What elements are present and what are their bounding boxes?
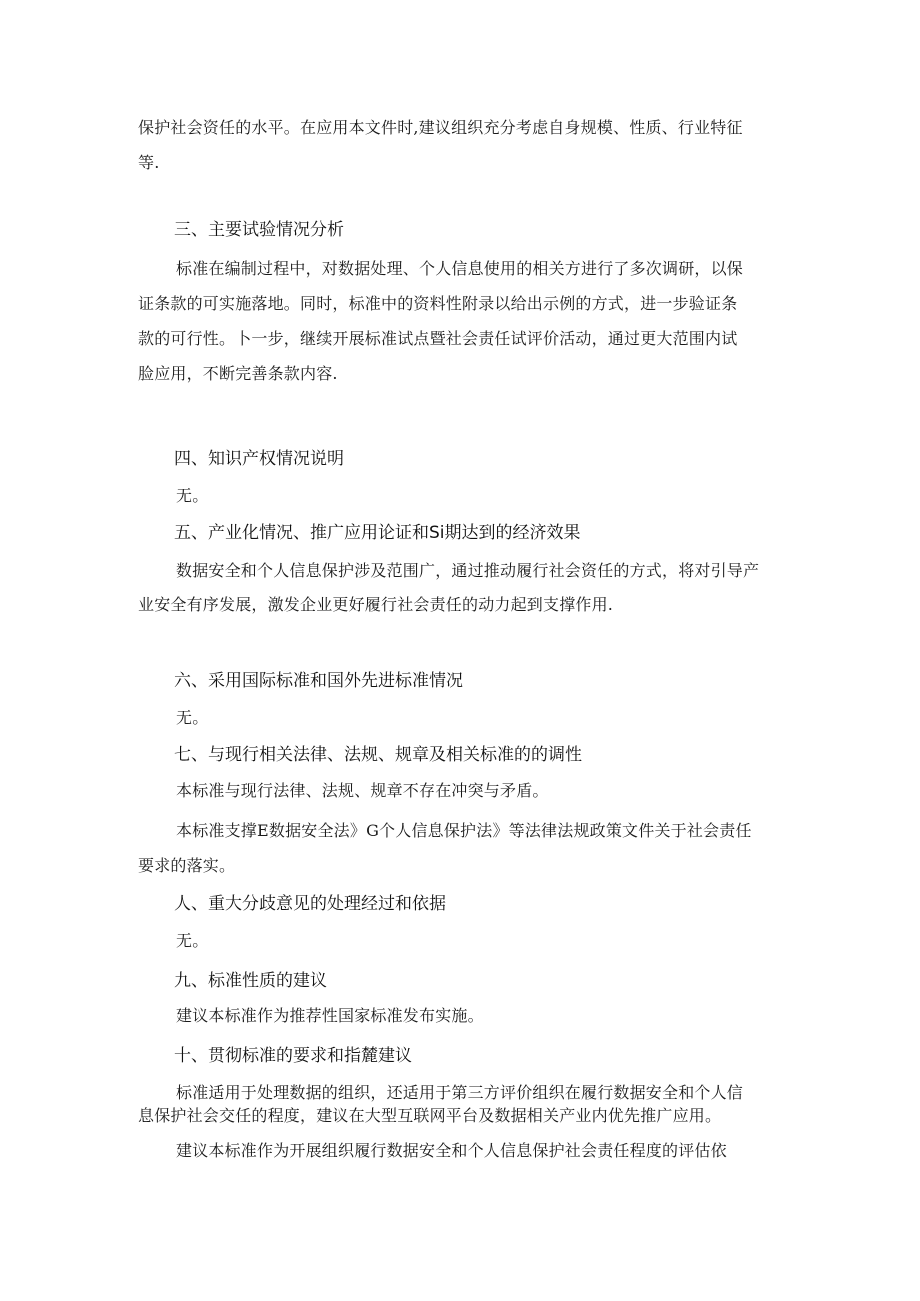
section-8-text: 无。 — [176, 931, 209, 950]
section-9-heading: 九、标准性质的建议 — [174, 971, 327, 991]
section-7-paragraph-1: 本标准与现行法律、法规、规章不存在冲突与矛盾。 — [176, 781, 549, 800]
section-7-p2-line-1: 本标准支撑E数据安全法》G个人信息保护法》等法律法规政策文件关于社会责任 — [176, 821, 752, 840]
section-10-line-2: 息保护社会交任的程度，建议在大型互联网平台及数据相关产业内优先推广应用。 — [138, 1106, 722, 1125]
section-3-line-4: 脸应用，不断完善条款内容. — [138, 364, 338, 383]
section-3-line-2: 证条款的可实施落地。同时，标准中的资料性附录以给出示例的方式，进一步验证条 — [138, 294, 738, 313]
section-3-line-1: 标准在编制过程中，对数据处理、个人信息使用的相关方进行了多次调研，以保 — [176, 259, 744, 278]
section-4-text: 无。 — [176, 486, 209, 505]
intro-line-2: 等. — [138, 153, 160, 172]
section-6-heading: 六、采用国际标准和国外先进标准情况 — [174, 671, 463, 691]
section-5-heading: 五、产业化情况、推广应用论证和Si期达到的经济效果 — [174, 523, 581, 543]
section-5-line-1: 数据安全和个人信息保护涉及范围广，通过推动履行社会资任的方式，将对引导产 — [176, 561, 760, 580]
section-10-line-1: 标准适用于处理数据的组织，还适用于第三方评价组织在履行数据安全和个人信 — [176, 1083, 744, 1102]
section-7-p2-line-2: 要求的落实。 — [138, 856, 236, 875]
section-6-text: 无。 — [176, 708, 209, 727]
section-5-line-2: 业安全有序发展，激发企业更好履行社会责任的动力起到支撑作用. — [138, 595, 614, 614]
intro-line-1: 保护社会资任的水平。在应用本文件时,建议组织充分考虑自身规模、性质、行业特征 — [138, 118, 743, 137]
section-3-line-3: 款的可行性。卜一步，继续开展标准试点暨社会责任试评价活动，通过更大范围内试 — [138, 329, 738, 348]
section-7-heading: 七、与现行相关法律、法规、规章及相关标准的的调性 — [174, 745, 582, 765]
section-3-heading: 三、主要试验情况分析 — [174, 220, 344, 240]
section-8-heading: 人、重大分歧意见的处理经过和依据 — [174, 894, 446, 914]
section-4-heading: 四、知识产权情况说明 — [174, 449, 344, 469]
section-10-heading: 十、贯彻标准的要求和指麓建议 — [174, 1046, 412, 1066]
section-9-text: 建议本标准作为推荐性国家标准发布实施。 — [176, 1006, 484, 1025]
section-10-last-line: 建议本标准作为开展组织履行数据安全和个人信息保护社会责任程度的评估依 — [176, 1141, 727, 1160]
